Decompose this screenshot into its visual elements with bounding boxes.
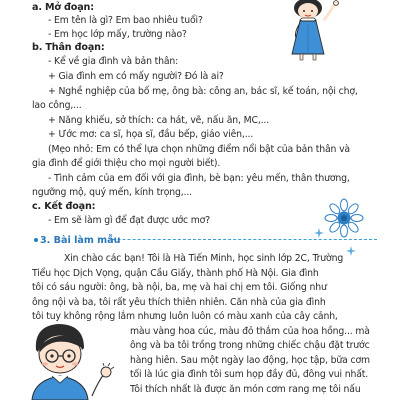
sparkle-icon <box>346 246 356 256</box>
outline-line: gia đình để giới thiệu cho mọi người biết). <box>32 158 221 169</box>
essay-line: tôi tuy không rộng lắm nhưng luôn luôn có màu xanh của cây cảnh, <box>32 311 338 322</box>
sparkle-icon <box>314 228 324 238</box>
essay-line: màu vàng hoa cúc, màu đỏ thắm của hoa hồng... mà <box>130 326 370 337</box>
essay-line: ông nội và ba, tôi rất yêu thích thiên nhiên. Căn nhà của gia đình <box>32 297 326 308</box>
essay-line: Xin chào các bạn! Tôi là Hà Tiến Minh, học sinh lớp 2C, Trường <box>64 253 344 264</box>
outline-line: (Mẹo nhỏ: Em có thể lựa chọn những điểm nổi bật của bản thân và <box>48 144 350 155</box>
sunflower-icon <box>324 198 364 238</box>
essay-line: Tiểu học Dịch Vọng, quận Cầu Giấy, thành phố Hà Nội. Gia đình <box>32 268 319 279</box>
outline-line: - Em học lớp mấy, trường nào? <box>48 29 187 40</box>
outline-line: + Gia đình em có mấy người? Đó là ai? <box>48 71 224 82</box>
heading-a: a. Mở đoạn: <box>32 2 94 13</box>
essay-line: tối là lúc gia đình tôi sum họp đầy đủ, đông vui nhất. <box>130 369 369 380</box>
essay-line: Tôi thích nhất là được ăn món cơm rang mẹ tôi nấu <box>130 384 361 395</box>
outline-line: lao công,... <box>32 100 82 111</box>
outline-line: + Ước mơ: ca sĩ, họa sĩ, đầu bếp, giáo viên,... <box>48 129 254 140</box>
outline-line: - Em sẽ làm gì để đạt được ước mơ? <box>48 215 210 226</box>
essay-line: tôi có sáu người: ông, bà nội, ba, mẹ và hai chị em tôi. Giống như <box>32 282 327 293</box>
outline-line: + Năng khiếu, sở thích: ca hát, vẽ, nấu ăn, MC,... <box>48 115 270 126</box>
outline-line: - Tình cảm của em đối với gia đình, bè bạn: yêu mến, thân thương, <box>48 173 350 184</box>
heading-b: b. Thân đoạn: <box>32 42 105 53</box>
essay-line: hàng hiên. Sau một ngày lao động, học tập, bữa cơm <box>130 355 370 366</box>
bullet-dot <box>34 238 38 242</box>
section-title: 3. Bài làm mẫu <box>40 235 121 246</box>
outline-line: + Nghề nghiệp của bố mẹ, ông bà: công an, bác sĩ, kế toán, nội chợ, <box>48 86 358 97</box>
girl-illustration <box>278 0 344 62</box>
outline-line: - Kể về gia đình và bản thân: <box>48 56 179 67</box>
essay-line: ông và ba tôi trồng trong những chiếc chậu đặt trước <box>130 340 370 351</box>
outline-line: - Em tên là gì? Em bao nhiêu tuổi? <box>48 15 203 26</box>
heading-c: c. Kết đoạn: <box>32 201 96 212</box>
boy-illustration <box>22 320 126 400</box>
outline-line: ngưỡng mộ, quý mến, kính trọng,... <box>32 187 192 198</box>
